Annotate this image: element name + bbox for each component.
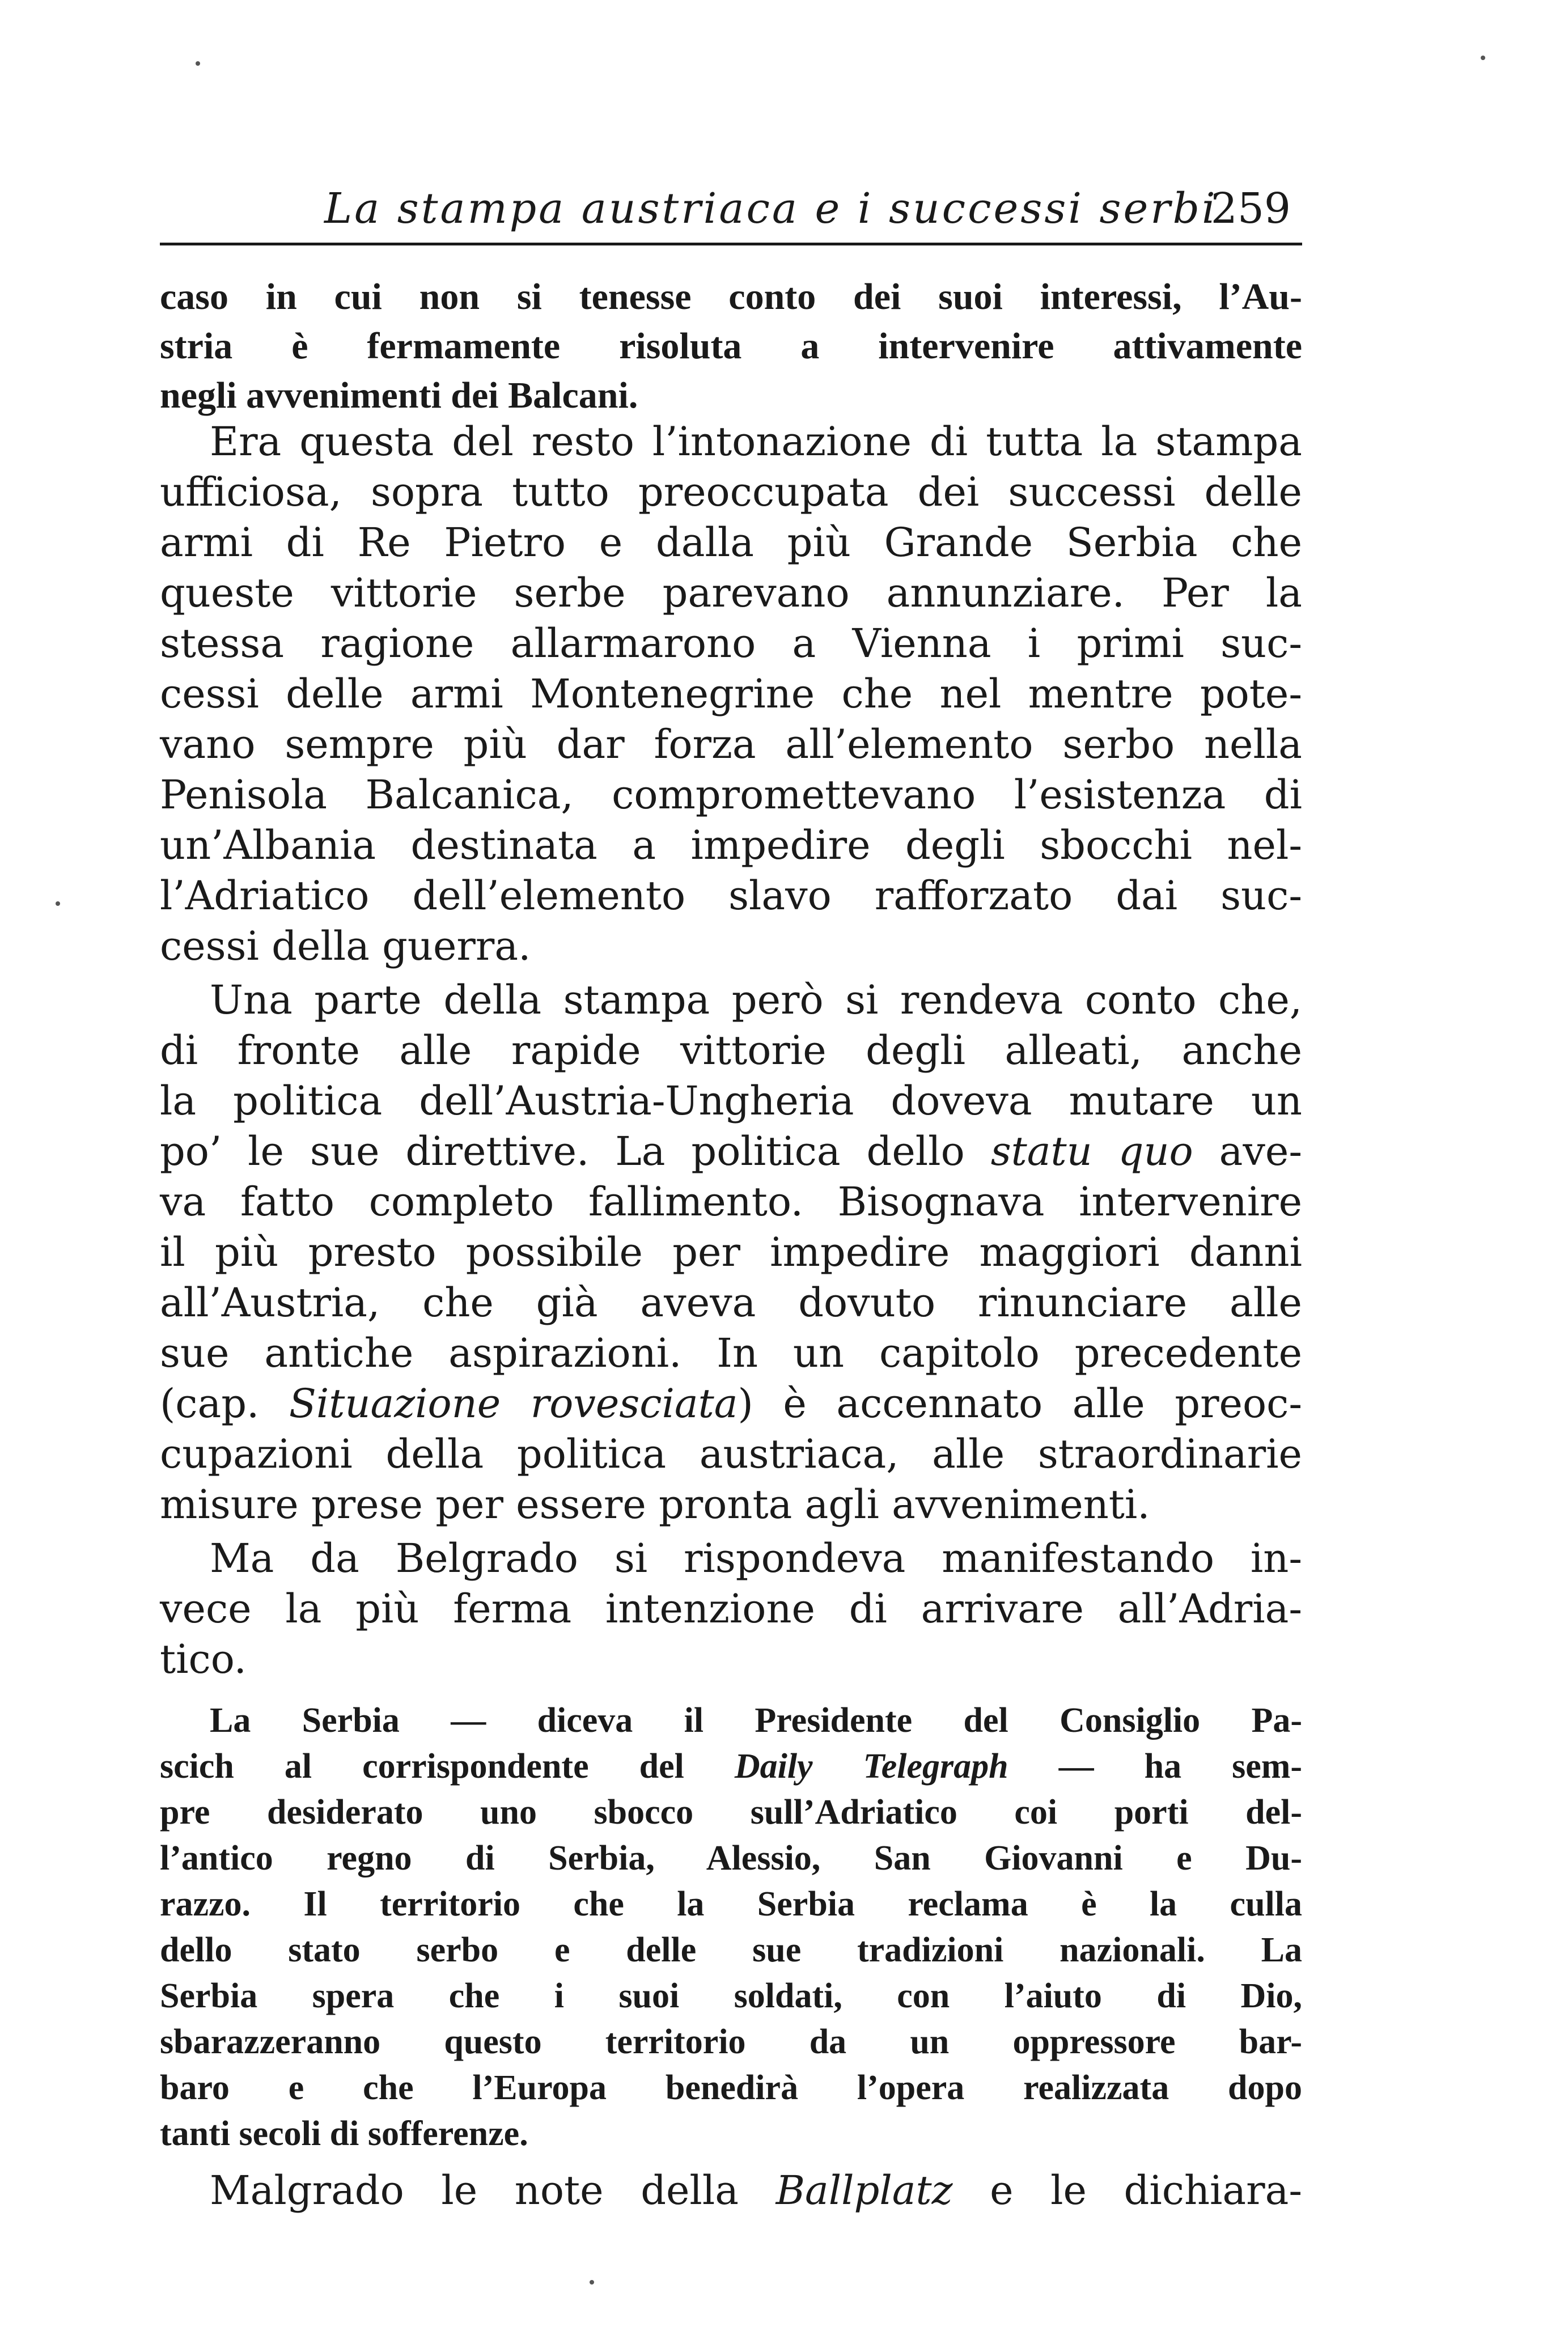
text-line [160,2165,1302,2216]
text-run: e le dichiara- [952,2167,1302,2214]
text-line: Penisola Balcanica, compromettevano l’esistenza di [160,772,1302,818]
text-run: (cap. [160,1380,289,1427]
text-line: Una parte della stampa però si rendeva conto che, [210,977,1302,1023]
running-header [160,180,1302,245]
text-line: Ma da Belgrado si rispondeva manifestando in- [210,1535,1302,1582]
text-line: un’Albania destinata a impedire degli sbocchi nel- [160,822,1302,868]
text-line: Serbia spera che i suoi soldati, con l’aiuto di Dio, [160,1977,1302,2015]
text-line: tico. [160,1636,247,1682]
text-line: pre desiderato uno sbocco sull’Adriatico coi porti del- [160,1793,1302,1832]
text-run: ) è accennato alle preoc- [738,1380,1302,1427]
text-run: scich al corrispondente del [160,1747,735,1786]
text-run: — ha sem- [1008,1747,1303,1786]
text-line: vano sempre più dar forza all’elemento serbo nella [160,721,1302,768]
text-line: la politica dell’Austria-Ungheria doveva mutare un [160,1078,1302,1124]
text-line: vece la più ferma intenzione di arrivare all’Adria- [160,1586,1302,1632]
text-line: il più presto possibile per impedire maggiori danni [160,1229,1302,1275]
text-line: di fronte alle rapide vittorie degli alleati, anche [160,1027,1302,1074]
text-line: armi di Re Pietro e dalla più Grande Serbia che [160,519,1302,566]
italic-term: Situazione rovesciata [289,1380,738,1427]
paragraph [160,1533,1302,1685]
text-line: baro e che l’Europa benedirà l’opera realizzata dopo [160,2069,1302,2107]
text-run: Malgrado le note della [210,2167,776,2214]
text-line: tanti secoli di sofferenze. [160,2114,528,2153]
text-line: va fatto completo fallimento. Bisognava intervenire [160,1179,1302,1225]
page-number: 259 [1210,184,1291,233]
text-line: l’antico regno di Serbia, Alessio, San Giovanni e Du- [160,1839,1302,1877]
text-run: ave- [1193,1128,1303,1175]
text-line: ufficiosa, sopra tutto preoccupata dei successi delle [160,469,1302,515]
text-line: cupazioni della politica austriaca, alle straordinarie [160,1431,1302,1477]
paragraph-continuation [160,272,1302,420]
text-line: stessa ragione allarmarono a Vienna i primi suc- [160,620,1302,667]
text-line: queste vittorie serbe parevano annunziare. Per la [160,570,1302,616]
text-line: sbarazzeranno questo territorio da un oppressore bar- [160,2023,1302,2061]
scan-speck [1481,56,1485,60]
paragraph [160,2165,1302,2216]
italic-term: Ballplatz [775,2167,953,2214]
text-line [160,1126,1302,1177]
text-line [160,1379,1302,1429]
running-title: La stampa austriaca e i successi serbi [324,184,1218,233]
text-line: l’Adriatico dell’elemento slavo rafforzato dai suc- [160,872,1302,919]
scan-speck [196,61,200,66]
quotation-block [160,1698,1302,2157]
text-run: po’ le sue direttive. La politica dello [160,1128,991,1175]
paragraph [160,975,1302,1530]
text-line: Era questa del resto l’intonazione di tutta la stampa [210,418,1302,465]
scan-speck [590,2280,594,2285]
text-line: stria è fermamente risoluta a intervenire attivamente [160,325,1302,367]
text-line: La Serbia — diceva il Presidente del Consiglio Pa- [210,1701,1302,1740]
text-line: negli avvenimenti dei Balcani. [160,375,638,416]
text-line: razzo. Il territorio che la Serbia reclama è la culla [160,1885,1302,1923]
text-line [160,1744,1302,1790]
text-line: all’Austria, che già aveva dovuto rinunciare alle [160,1279,1302,1326]
text-line: dello stato serbo e delle sue tradizioni nazionali. La [160,1931,1302,1969]
scan-speck [56,901,60,906]
italic-term: statu quo [990,1128,1193,1175]
text-line: cessi delle armi Montenegrine che nel mentre pote- [160,671,1302,717]
paragraph [160,417,1302,972]
text-line: cessi della guerra. [160,923,531,969]
italic-term: Daily Telegraph [734,1747,1008,1786]
text-line: caso in cui non si tenesse conto dei suoi interessi, l’Au- [160,276,1302,317]
text-line: misure prese per essere pronta agli avvenimenti. [160,1481,1150,1528]
text-line: sue antiche aspirazioni. In un capitolo precedente [160,1330,1302,1376]
